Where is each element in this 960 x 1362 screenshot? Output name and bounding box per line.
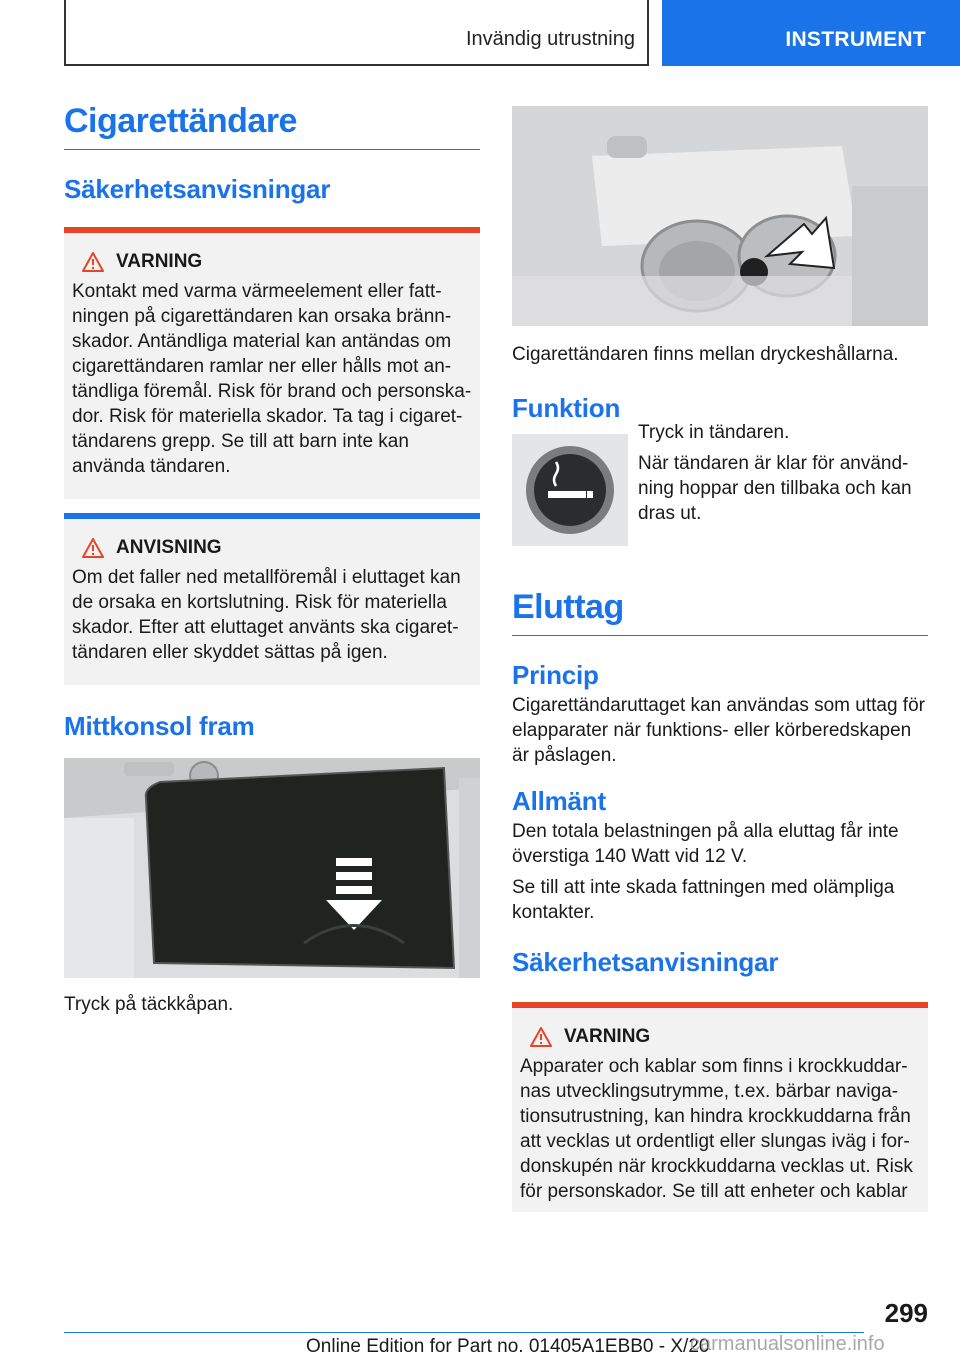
warning-line: dor. Risk för materiella skador. Ta tag i cigaret- xyxy=(72,406,463,427)
funktion-text xyxy=(638,420,928,526)
footer-edition: Online Edition for Part no. 01405A1EBB0 - X/20 xyxy=(306,1336,710,1357)
lighter-location-caption: Cigarettändaren finns mellan dryckeshållarna. xyxy=(512,344,899,365)
warning-box xyxy=(64,227,480,499)
funktion-line: ning hoppar den tillbaka och kan xyxy=(638,478,912,499)
lighter-location-photo xyxy=(512,106,928,326)
warning-line: för personskador. Se till att enheter och kablar xyxy=(520,1181,908,1202)
safety-heading-2: Säkerhetsanvisningar xyxy=(512,947,779,977)
warning-line: använda tändaren. xyxy=(72,456,231,477)
allmant-line: överstiga 140 Watt vid 12 V. xyxy=(512,846,748,867)
cigarette-icon xyxy=(512,434,628,546)
warning-line: donskupén när krockkuddarna vecklas ut. Risk xyxy=(520,1156,913,1177)
warning-line: skador. Antändliga material kan antändas om xyxy=(72,331,452,352)
warning-text xyxy=(72,279,472,479)
princip-line: är påslagen. xyxy=(512,745,617,766)
warning-line: nas utvecklingsutrymme, t.ex. bärbar naviga- xyxy=(520,1081,899,1102)
notice-label: ANVISNING xyxy=(116,537,222,558)
notice-line: skador. Efter att eluttaget använts ska cigaret- xyxy=(72,617,459,638)
notice-box xyxy=(64,513,480,685)
allmant-line: Se till att inte skada fattningen med olämpliga xyxy=(512,877,895,898)
page-title: Cigarettändare xyxy=(64,102,297,140)
warning-line: Apparater och kablar som finns i krockkuddar- xyxy=(520,1056,908,1077)
allmant-text-1 xyxy=(512,819,928,869)
warning-line: tändarens grepp. Se till att barn inte kan xyxy=(72,431,409,452)
left-column xyxy=(64,102,480,1017)
warning-triangle-icon xyxy=(530,1027,552,1047)
warning-line: Kontakt med varma värmeelement eller fatt- xyxy=(72,281,442,302)
funktion-line: dras ut. xyxy=(638,503,702,524)
princip-text xyxy=(512,693,928,768)
warning-box-2 xyxy=(512,1002,928,1212)
funktion-heading: Funktion xyxy=(512,393,621,423)
warning-line: tionsutrustning, kan hindra krockkuddarna från xyxy=(520,1106,911,1127)
funktion-line: Tryck in tändaren. xyxy=(638,422,790,443)
warning-triangle-icon xyxy=(82,538,104,558)
console-photo xyxy=(64,758,480,978)
funktion-block xyxy=(512,422,928,546)
right-column xyxy=(512,106,928,1212)
warning-triangle-icon xyxy=(82,252,104,272)
eluttag-rule xyxy=(512,635,928,636)
safety-heading: Säkerhetsanvisningar xyxy=(64,174,331,204)
title-rule xyxy=(64,149,480,150)
header-section-tab xyxy=(64,0,649,66)
notice-line: Om det faller ned metallföremål i eluttaget kan xyxy=(72,567,461,588)
notice-line: de orsaka en kortslutning. Risk för materiella xyxy=(72,592,447,613)
warning-label: VARNING xyxy=(116,251,203,272)
console-heading: Mittkonsol fram xyxy=(64,711,255,741)
lighter-button-photo xyxy=(512,434,628,546)
warning-line: cigarettändaren ramlar ner eller hålls mot an- xyxy=(72,356,452,377)
warning-line: ningen på cigarettändaren kan orsaka bränn- xyxy=(72,306,452,327)
console-cover-illustration xyxy=(64,758,480,978)
warning-label: VARNING xyxy=(564,1026,651,1047)
notice-text xyxy=(72,565,472,665)
header-section-title: Invändig utrustning xyxy=(465,28,635,50)
eluttag-title: Eluttag xyxy=(512,588,624,626)
warning-text xyxy=(520,1054,920,1204)
warning-line: att vecklas ut ordentligt eller slungas iväg i for- xyxy=(520,1131,910,1152)
header-chapter-tab xyxy=(662,0,960,66)
cupholder-illustration xyxy=(512,106,928,326)
princip-line: Cigarettändaruttaget kan användas som uttag för xyxy=(512,695,925,716)
princip-heading: Princip xyxy=(512,660,599,690)
page-number: 299 xyxy=(884,1298,928,1328)
header-chapter-title: INSTRUMENT xyxy=(785,28,926,51)
allmant-heading: Allmänt xyxy=(512,786,606,816)
funktion-line: När tändaren är klar för använd- xyxy=(638,453,909,474)
warning-line: tändliga föremål. Risk för brand och personska- xyxy=(72,381,472,402)
console-caption: Tryck på täckkåpan. xyxy=(64,994,234,1015)
allmant-line: kontakter. xyxy=(512,902,595,923)
allmant-text-2 xyxy=(512,875,928,925)
notice-line: tändaren eller skyddet sättas på igen. xyxy=(72,642,388,663)
watermark: carmanualsonline.info xyxy=(690,1333,885,1355)
princip-line: elapparater när funktions- eller körberedskapen xyxy=(512,720,912,741)
allmant-line: Den totala belastningen på alla eluttag får inte xyxy=(512,821,899,842)
